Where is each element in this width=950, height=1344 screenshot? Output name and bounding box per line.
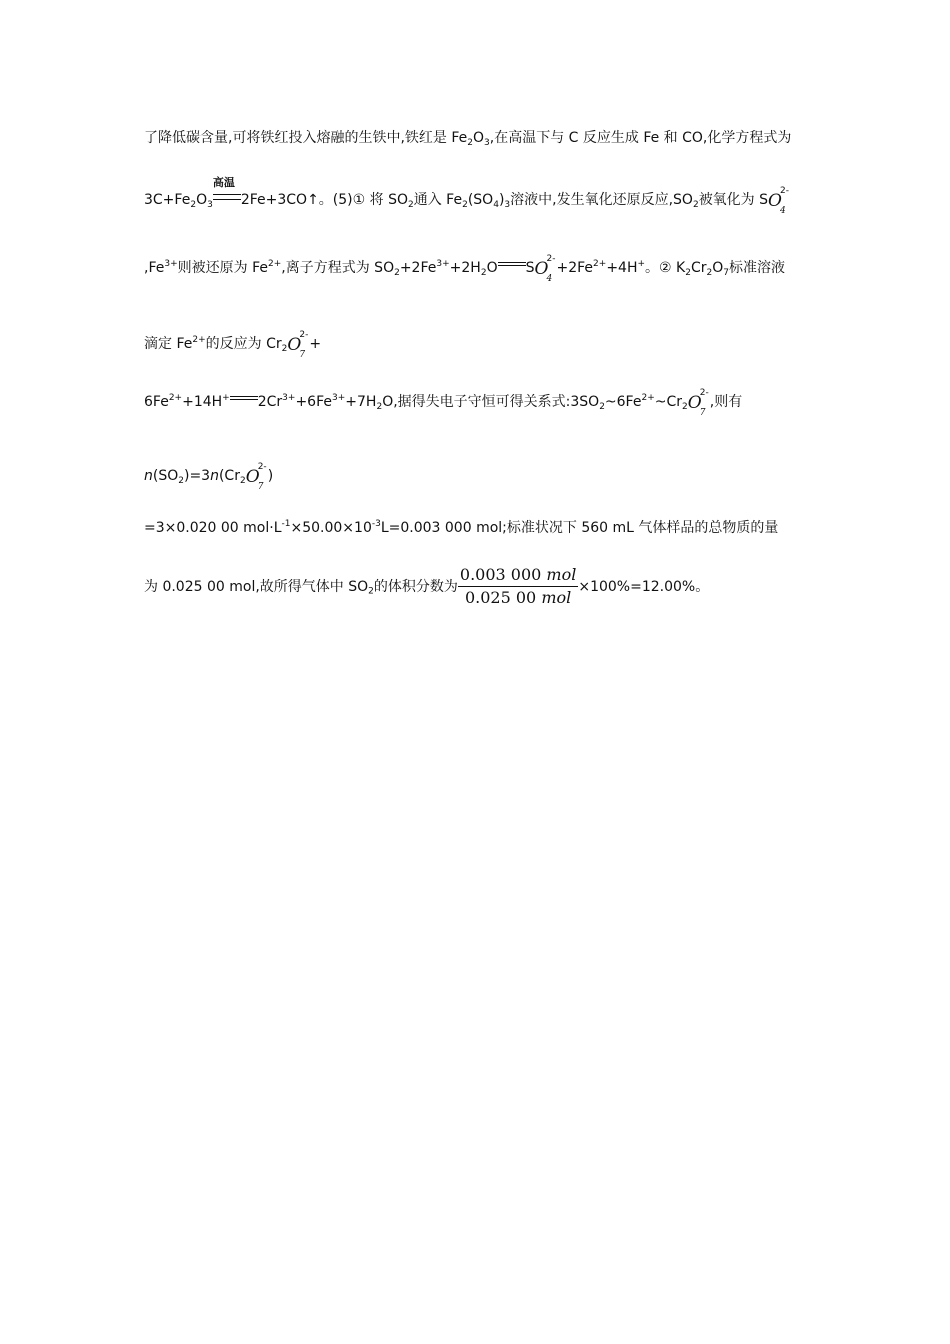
numerator-value: 0.003 000 [459,565,542,584]
dichromate-ion [287,330,309,360]
text-line-5 [144,388,743,418]
t: 的反应为 Cr [205,336,282,352]
text-line-7 [144,519,778,537]
sub: 2 [190,200,197,210]
t: 溶液中,发生氧化还原反应,SO [510,192,693,208]
ion-base: O [687,393,702,413]
t: ,Fe [144,260,165,276]
t: 2Cr [257,394,283,410]
sub: 2 [682,402,688,412]
sub: 7 [723,268,729,278]
sub: 2 [376,402,383,412]
t: +14H [182,394,223,410]
t: 滴定 Fe [144,336,193,352]
sulfate-ion [768,186,790,216]
sup: + [637,259,646,269]
sup: + [222,393,230,403]
t: +2H [449,260,481,276]
equals-sign [230,394,258,404]
t: S [525,260,535,276]
sup: 2+ [593,259,607,269]
sub: 3 [207,200,213,210]
sup: 2+ [168,393,183,403]
ion-subscript: 7 [257,482,264,492]
t: 为 0.025 00 mol,故所得气体中 SO [144,578,369,595]
sub: 2 [408,200,414,210]
t: O [196,192,208,208]
sup: 3+ [164,259,178,269]
t: 。② K [645,260,686,276]
ion-charge: 2- [299,330,309,340]
ion-base: O [245,467,260,487]
t: ×100%=12.00%。 [578,578,710,595]
ion-subscript: 7 [699,408,706,418]
t: 3C+Fe [144,192,191,208]
sub: 2 [467,138,473,148]
sub: 2 [480,268,487,278]
t: (SO [467,192,494,208]
ion-charge: 2- [546,254,556,264]
fraction-numerator [458,566,578,587]
sub: 2 [239,476,246,486]
ion-charge: 2- [699,388,709,398]
ion-base: O [534,259,549,279]
sulfate-ion [534,254,556,284]
t: +4H [606,260,638,276]
t: 标准溶液 [728,260,785,276]
t: ~Cr [654,394,683,410]
t: O [472,130,485,146]
unit: mol [546,565,577,584]
double-line [213,194,241,200]
t: ~6Fe [604,394,642,410]
sub: 2 [706,268,713,278]
t: +2Fe [556,260,594,276]
t: L=0.003 000 mol;标准状况下 560 mL 气体样品的总物质的量 [380,520,779,536]
text-line-8 [144,566,709,607]
text-line-6 [144,462,274,492]
fraction-denominator [458,587,578,607]
t: ,则有 [709,394,743,410]
t: O [486,260,498,276]
sub: 2 [462,200,468,210]
t: 6Fe [144,394,169,410]
t: )=3 [183,468,211,484]
condition-label: 高温 [212,176,235,189]
dichromate-ion [687,388,710,418]
sub: 2 [685,268,691,278]
sub: 2 [692,200,699,210]
t: ) [498,192,505,208]
volume-fraction [458,566,578,607]
denominator-value: 0.025 00 [464,588,537,607]
t: +6Fe [295,394,332,410]
t: 2Fe+3CO↑。(5)① 将 SO [240,192,408,208]
ion-subscript: 7 [299,350,306,360]
t: 被氧化为 S [698,192,769,208]
sub: 4 [493,200,499,210]
var-n: n [144,468,153,484]
dichromate-ion [245,462,268,492]
reaction-condition-equals [212,176,241,204]
sup: 2+ [641,393,655,403]
sub: 2 [178,476,184,486]
sup: 3+ [282,393,296,403]
ion-subscript: 4 [546,274,553,284]
t: ×50.00×10 [290,520,372,536]
t: ,离子方程式为 SO [281,260,395,276]
sup: 3+ [436,259,450,269]
sub: 3 [504,200,511,210]
text-line-2 [144,176,790,216]
sup: -3 [371,519,381,529]
t: + [309,336,322,352]
t: O,据得失电子守恒可得关系式:3SO [382,394,600,410]
sup: 2+ [268,259,282,269]
t: 的体积分数为 [373,578,458,595]
ion-charge: 2- [257,462,267,472]
var-n: n [210,468,219,484]
t: 通入 Fe [413,192,463,208]
text-line-3 [144,254,785,284]
sup: 2+ [192,335,206,345]
ion-subscript: 4 [780,206,786,216]
text-line-1 [144,129,791,147]
t: (SO [152,468,179,484]
unit: mol [541,588,572,607]
sup: -1 [281,519,291,529]
t: =3×0.020 00 mol·L [144,520,282,536]
t: +2Fe [399,260,437,276]
equals-sign [498,260,526,270]
sub: 3 [484,138,490,148]
sup: 3+ [332,393,346,403]
ion-base: O [768,191,782,211]
t: Cr [690,260,707,276]
sub: 2 [281,344,288,354]
sub: 2 [394,268,400,278]
sub: 2 [599,402,605,412]
t: (Cr [218,468,240,484]
t: ) [267,468,274,484]
sub: 2 [368,586,374,597]
ion-base: O [287,335,302,355]
t: 了降低碳含量,可将铁红投入熔融的生铁中,铁红是 Fe [144,130,468,146]
t: O [712,260,724,276]
t: 则被还原为 Fe [177,260,268,276]
ion-charge: 2- [780,186,790,196]
t: +7H [345,394,377,410]
text-line-4 [144,330,322,360]
t: ,在高温下与 C 反应生成 Fe 和 CO,化学方程式为 [489,130,792,146]
